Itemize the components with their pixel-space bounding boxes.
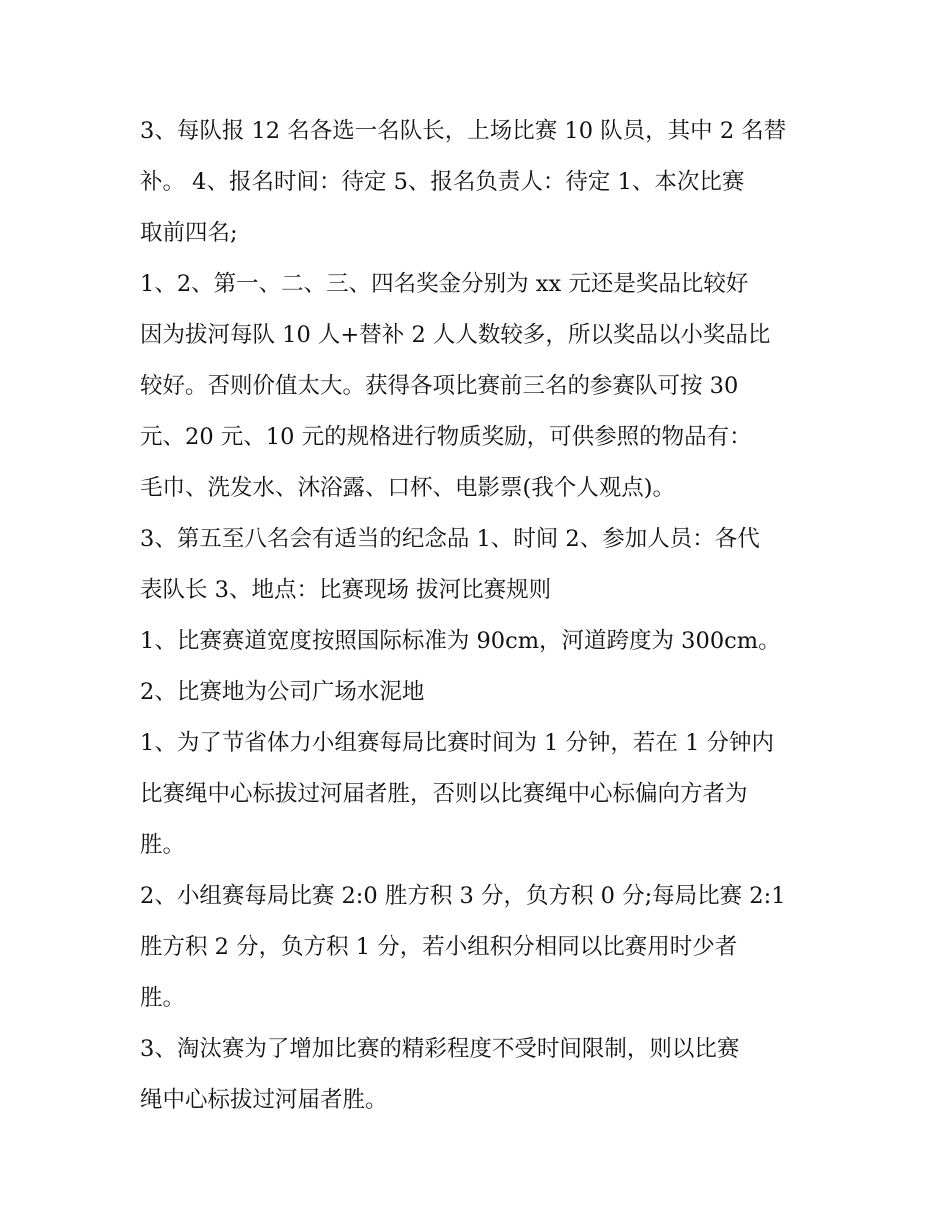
text-line: 2、小组赛每局比赛 2:0 胜方积 3 分，负方积 0 分;每局比赛 2:1 (140, 883, 786, 909)
text-line: 胜。 (140, 832, 186, 858)
text-line: 1、2、第一、二、三、四名奖金分别为 xx 元还是奖品比较好 (140, 271, 749, 297)
paragraph-venue (140, 667, 820, 718)
text-line: 2、比赛地为公司广场水泥地 (140, 679, 425, 705)
paragraph-knockout (140, 1024, 820, 1126)
text-line: 3、每队报 12 名各选一名队长，上场比赛 10 队员，其中 2 名替 (140, 118, 787, 144)
text-line: 表队长 3、地点：比赛现场 拔河比赛规则 (140, 577, 552, 603)
paragraph-team-registration (140, 106, 820, 259)
text-line: 比赛绳中心标拔过河届者胜，否则以比赛绳中心标偏向方者为 (140, 781, 748, 807)
paragraph-group-match-time (140, 718, 820, 871)
text-line: 元、20 元、10 元的规格进行物质奖励，可供参照的物品有： (140, 424, 752, 450)
text-line: 因为拔河每队 10 人+替补 2 人人数较多，所以奖品以小奖品比 (140, 322, 771, 348)
text-line: 胜。 (140, 985, 186, 1011)
text-line: 补。 4、报名时间：待定 5、报名负责人：待定 1、本次比赛 (140, 169, 745, 195)
document-body (140, 106, 820, 1126)
text-line: 胜方积 2 分，负方积 1 分，若小组积分相同以比赛用时少者 (140, 934, 738, 960)
text-line: 3、淘汰赛为了增加比赛的精彩程度不受时间限制，则以比赛 (140, 1036, 740, 1062)
paragraph-prizes (140, 259, 820, 514)
text-line: 较好。否则价值太大。获得各项比赛前三名的参赛队可按 30 (140, 373, 739, 399)
text-line: 绳中心标拔过河届者胜。 (140, 1087, 388, 1113)
paragraph-track-width (140, 616, 820, 667)
paragraph-souvenirs (140, 514, 820, 616)
text-line: 取前四名; (140, 220, 238, 246)
text-line: 1、为了节省体力小组赛每局比赛时间为 1 分钟，若在 1 分钟内 (140, 730, 775, 756)
text-line: 毛巾、洗发水、沐浴露、口杯、电影票(我个人观点)。 (140, 475, 676, 501)
paragraph-group-scoring (140, 871, 820, 1024)
text-line: 1、比赛赛道宽度按照国际标准为 90cm，河道跨度为 300cm。 (140, 628, 781, 654)
text-line: 3、第五至八名会有适当的纪念品 1、时间 2、参加人员：各代 (140, 526, 760, 552)
